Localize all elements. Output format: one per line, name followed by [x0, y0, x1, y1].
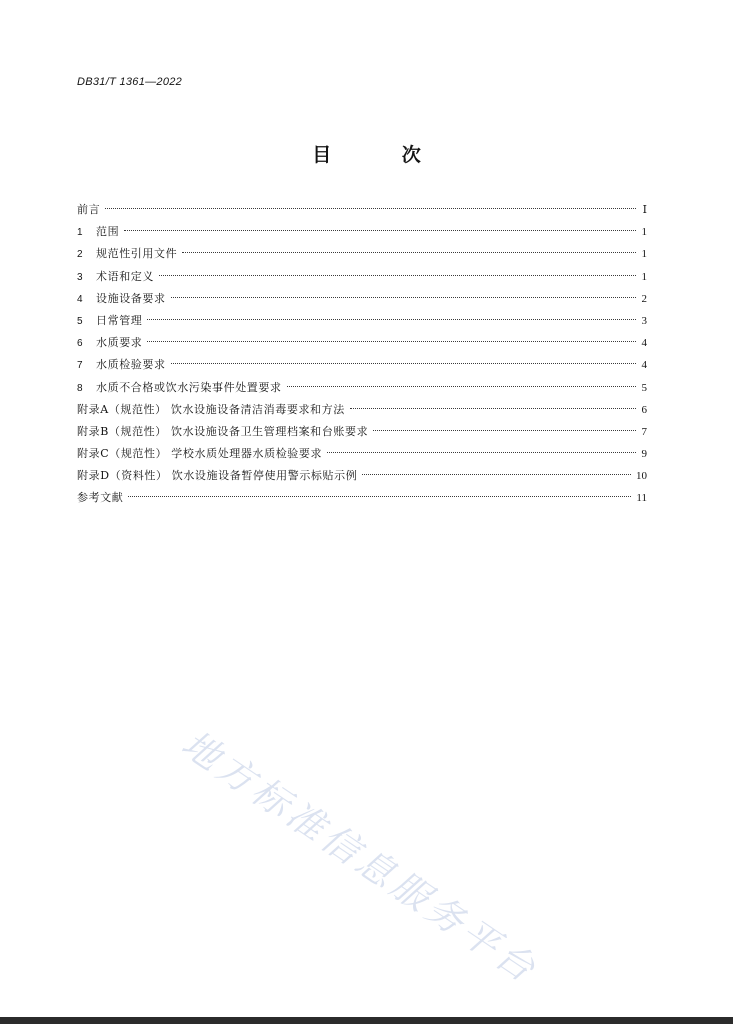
- toc-entry-label: 设施设备要求: [96, 291, 166, 305]
- toc-entry-label: 范围: [96, 225, 120, 239]
- toc-dot-leader: [171, 297, 636, 298]
- toc-entry-label: 日常管理: [96, 313, 143, 327]
- toc-entry-number: 2: [77, 249, 83, 261]
- table-of-contents: [77, 199, 647, 510]
- toc-entry[interactable]: [77, 421, 647, 443]
- toc-entry-label: 附录C（规范性） 学校水质处理器水质检验要求: [77, 447, 323, 461]
- toc-entry[interactable]: [77, 310, 647, 332]
- toc-entry-page-number: 1: [641, 270, 647, 283]
- toc-dot-leader: [105, 208, 636, 209]
- toc-entry-label: 附录B（规范性） 饮水设施设备卫生管理档案和台账要求: [77, 424, 369, 438]
- toc-entry-label: 规范性引用文件: [96, 247, 178, 261]
- toc-entry[interactable]: [77, 487, 647, 509]
- toc-dot-leader: [287, 386, 636, 387]
- toc-entry-number: 8: [77, 382, 83, 394]
- toc-entry-page-number: 5: [641, 381, 647, 394]
- toc-entry-label: 参考文献: [77, 491, 124, 505]
- toc-entry[interactable]: [77, 288, 647, 310]
- toc-dot-leader: [182, 252, 636, 253]
- toc-entry-page-number: 1: [641, 248, 647, 261]
- toc-dot-leader: [147, 319, 636, 320]
- toc-entry-number: 5: [77, 315, 83, 327]
- toc-entry-label: 水质不合格或饮水污染事件处置要求: [96, 380, 282, 394]
- toc-entry-label: 附录A（规范性） 饮水设施设备清洁消毒要求和方法: [77, 402, 345, 416]
- toc-entry-label: 术语和定义: [96, 269, 154, 283]
- toc-entry-number: 3: [77, 271, 83, 283]
- toc-entry-page-number: 10: [636, 470, 647, 483]
- toc-dot-leader: [362, 474, 631, 475]
- toc-entry[interactable]: [77, 465, 647, 487]
- toc-entry[interactable]: [77, 332, 647, 354]
- toc-entry[interactable]: [77, 443, 647, 465]
- toc-entry[interactable]: [77, 377, 647, 399]
- toc-dot-leader: [124, 230, 636, 231]
- toc-entry-number: 1: [77, 227, 83, 239]
- scan-bottom-edge: [0, 1017, 733, 1024]
- toc-entry-number: 6: [77, 338, 83, 350]
- toc-entry-page-number: 4: [641, 359, 647, 372]
- toc-entry-label: 附录D（资料性） 饮水设施设备暂停使用警示标贴示例: [77, 469, 358, 483]
- toc-entry-page-number: 2: [641, 292, 647, 305]
- toc-entry-number: 7: [77, 360, 83, 372]
- toc-entry-label: 前言: [77, 203, 101, 216]
- toc-dot-leader: [159, 275, 636, 276]
- watermark-text: 地方标准信息服务平台: [174, 722, 547, 993]
- toc-entry[interactable]: [77, 399, 647, 421]
- toc-dot-leader: [327, 452, 636, 453]
- toc-entry-page-number: 7: [641, 425, 647, 438]
- toc-entry-page-number: 4: [641, 337, 647, 350]
- toc-entry[interactable]: [77, 199, 647, 221]
- toc-entry[interactable]: [77, 266, 647, 288]
- toc-dot-leader: [147, 341, 636, 342]
- toc-entry[interactable]: [77, 354, 647, 376]
- toc-entry-page-number: Ⅰ: [642, 204, 647, 216]
- page-title: 目 次: [312, 144, 453, 166]
- toc-dot-leader: [350, 408, 636, 409]
- toc-entry-label: 水质检验要求: [96, 358, 166, 372]
- toc-entry-page-number: 6: [641, 403, 647, 416]
- toc-entry-page-number: 1: [641, 226, 647, 239]
- toc-entry-label: 水质要求: [96, 336, 143, 350]
- toc-entry[interactable]: [77, 221, 647, 243]
- toc-entry-page-number: 9: [641, 448, 647, 461]
- toc-entry-number: 4: [77, 293, 83, 305]
- toc-entry[interactable]: [77, 243, 647, 265]
- toc-entry-page-number: 3: [641, 314, 647, 327]
- toc-dot-leader: [128, 496, 631, 497]
- document-code: DB31/T 1361—2022: [77, 76, 183, 88]
- toc-dot-leader: [373, 430, 636, 431]
- toc-dot-leader: [171, 363, 636, 364]
- toc-entry-page-number: 11: [636, 492, 647, 505]
